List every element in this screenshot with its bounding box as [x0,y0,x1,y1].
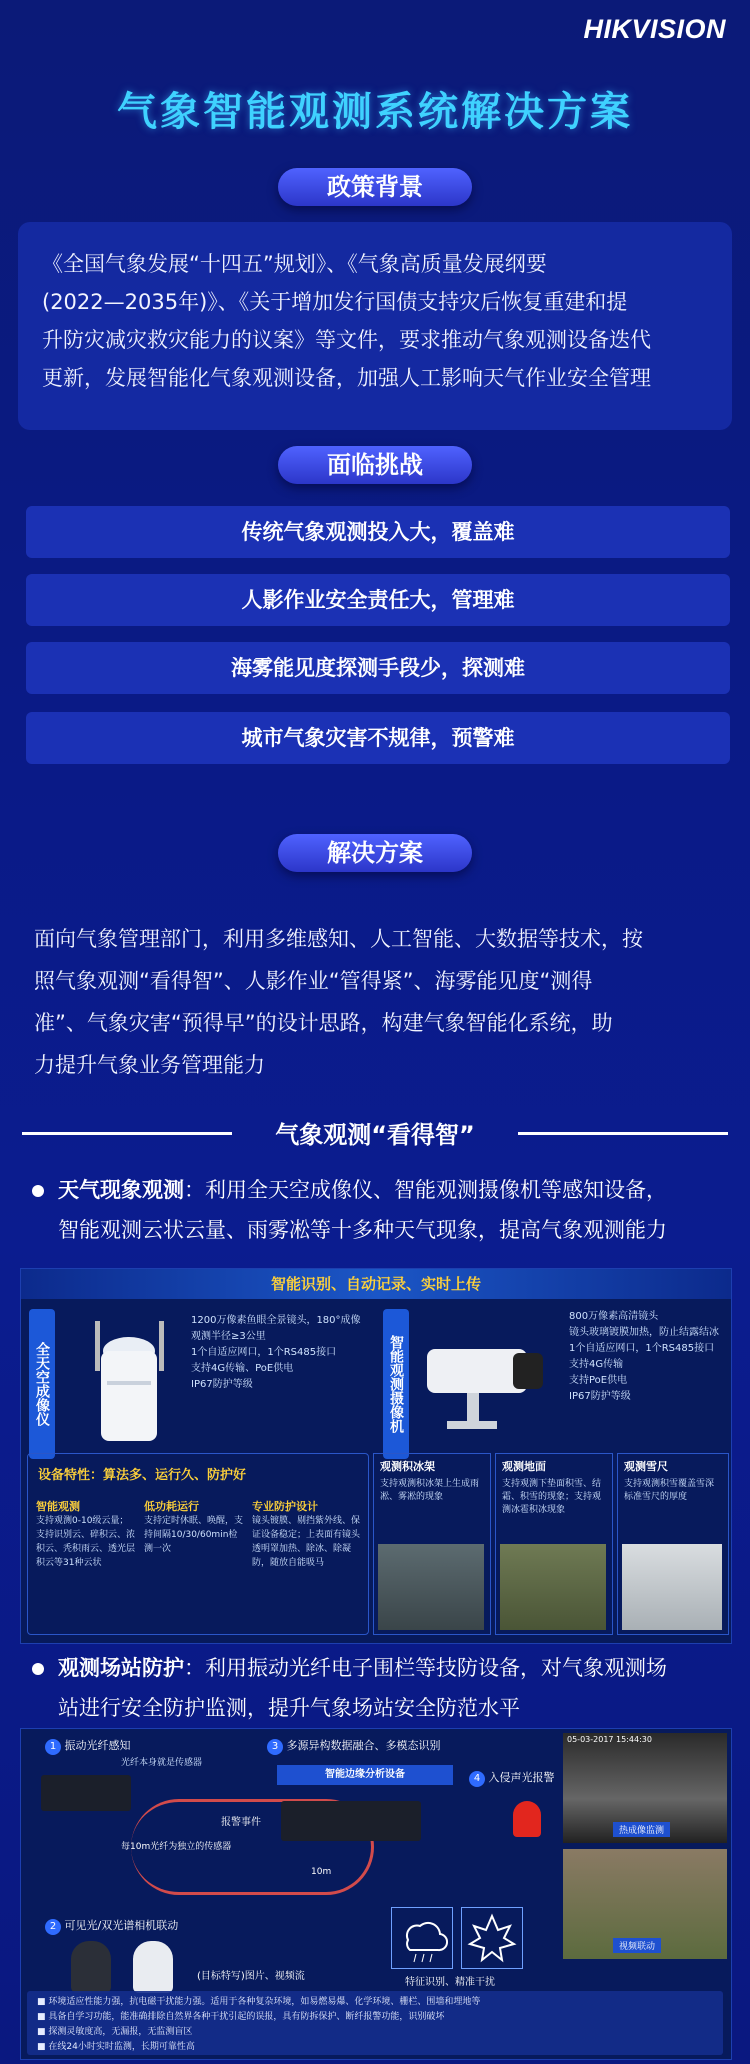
segment-note: 每10m光纤为独立的传感器 [121,1842,232,1852]
feature-name: 低功耗运行 [144,1500,199,1513]
sky-imager-image [67,1311,187,1461]
bullet-dot [32,1663,44,1675]
spec-item: 1个自适应网口，1个RS485接口 [191,1347,337,1358]
obs-photo [378,1544,484,1630]
solution-line: 面向气象管理部门，利用多维感知、人工智能、大数据等技术，按 [34,927,643,951]
obs-photo [622,1544,722,1630]
video-photo [563,1849,727,1959]
obs-title: 观测积冰架 [380,1460,435,1473]
challenge-item: 人影作业安全责任大，管理难 [26,574,730,626]
obs-card [495,1453,613,1635]
policy-line: 升防灾减灾救灾能力的议案》等文件，要求推动气象观测设备迭代 [42,328,651,352]
spec-item: 支持PoE供电 [569,1375,628,1386]
feature-desc: 支持观测0-10级云量；支持识别云、碎积云、浓积云、秃积雨云、透光层积云等31种云状 [36,1516,136,1568]
step-3: 3 多源异构数据融合、多模态识别 [267,1737,441,1755]
bullet-text: ：利用振动光纤电子围栏等技防设备，对气象观测场 [184,1656,667,1680]
features-box [27,1453,369,1635]
solution-heading: 解决方案 [278,834,472,872]
policy-panel [18,222,732,430]
bullet-weather-observation [32,1170,732,1250]
solution-line: 照气象观测“看得智”、人影作业“管得紧”、海雾能见度“测得 [34,969,593,993]
thermal-photo [563,1733,727,1843]
bullet-title: 天气现象观测 [58,1178,184,1202]
alarm-event-label: 报警事件 [221,1817,261,1828]
spec-item: 观测半径≥3公里 [191,1331,266,1342]
distance-label: 10m [311,1867,332,1877]
page-title: 气象智能观测系统解决方案 [117,89,633,135]
bullet-text: ：利用全天空成像仪、智能观测摄像机等感知设备， [184,1178,667,1202]
alarm-light-icon [513,1801,541,1837]
leaf-icon [461,1907,523,1969]
point-text: 环境适应性能力强，抗电磁干扰能力强。适用于各种复杂环境，如易燃易爆、化学环境、栅栏、围墙和埋地等 [48,1997,481,2007]
bullet-text: 智能观测云状云量、雨雾凇等十多种天气现象，提高气象观测能力 [58,1218,667,1242]
step-2: 2 可见光/双光谱相机联动 [45,1917,178,1935]
photo-timestamp: 05-03-2017 15:44:30 [567,1735,652,1744]
obs-title: 观测雪尺 [624,1460,668,1473]
challenges-heading: 面临挑战 [278,446,472,484]
obs-desc: 支持观测积雪覆盖雪深标准雪尺的厚度 [624,1479,715,1502]
edge-device [281,1801,421,1841]
photo-caption: 视频联动 [613,1938,661,1953]
challenge-item: 城市气象灾害不规律，预警难 [26,712,730,764]
features-title: 设备特性：算法多、运行久、防护好 [38,1468,247,1483]
bullet-text: 站进行安全防护监测，提升气象场站安全防范水平 [58,1696,520,1720]
obs-desc: 支持观测下垫面积雪、结霜、积雪的现象；支持观测冰雹积冰现象 [502,1479,602,1515]
feature-name: 专业防护设计 [252,1500,318,1513]
point-item: ■ 具备自学习功能，能准确排除自然界各种干扰引起的误报，具有防拆保护、断纤报警功能，识别破坏 [37,2012,445,2022]
point-text: 探测灵敏度高，无漏报，无监测盲区 [48,2027,193,2037]
feature-desc: 镜头镀膜、剔挡紫外线、保证设备稳定；上表面有镜头透明罩加热、除冰、除凝防，随放自能吸马 [252,1516,361,1568]
bullet-station-protection [32,1648,732,1728]
point-text: 具备自学习功能，能准确排除自然界各种干扰引起的误报，具有防拆保护、断纤报警功能，识别破坏 [48,2012,445,2022]
fiber-host-device [41,1775,131,1811]
feature-name: 智能观测 [36,1500,80,1513]
spec-item: IP67防护等级 [569,1391,631,1402]
obs-card [617,1453,729,1635]
ptz-camera-2 [133,1941,173,1993]
point-item: ■ 在线24小时实时监测，长期可靠性高 [37,2042,195,2052]
point-text: 在线24小时实时监测，长期可靠性高 [48,2042,195,2052]
spec-item: 1200万像素鱼眼全景镜头，180°成像 [191,1315,361,1326]
policy-line: (2022—2035年)》、《关于增加发行国债支持灾后恢复重建和提 [42,290,628,314]
step-label: 振动光纤感知 [64,1739,131,1752]
challenge-item: 海雾能见度探测手段少，探测难 [26,642,730,694]
obs-desc: 支持观测积冰架上生成雨凇、雾凇的现象 [380,1479,480,1502]
obs-title: 观测地面 [502,1460,546,1473]
policy-line: 更新，发展智能化气象观测设备，加强人工影响天气作业安全管理 [42,366,651,390]
feature-label: 特征识别、精准干扰 [405,1977,495,1988]
bottom-points-box [27,1991,723,2055]
challenge-item: 传统气象观测投入大，覆盖难 [26,506,730,558]
device-label-camera: 智能观测摄像机 [383,1309,409,1459]
feature-desc: 支持定时休眠、唤醒，支持间隔10/30/60min检测一次 [144,1516,244,1554]
solution-line: 力提升气象业务管理能力 [34,1053,265,1077]
spec-item: 支持4G传输、PoE供电 [191,1363,294,1374]
camera-image [417,1329,557,1439]
policy-heading: 政策背景 [278,168,472,206]
figure-weather-devices [20,1268,732,1644]
figure-station-protection [20,1728,732,2060]
bullet-dot [32,1185,44,1197]
obs-card [373,1453,491,1635]
video-label: (目标特写)图片、视频流 [197,1971,305,1982]
step-label: 多源异构数据融合、多模态识别 [286,1739,441,1752]
edge-device-title: 智能边缘分析设备 [277,1765,453,1785]
device-label-sky-imager: 全天空成像仪 [29,1309,55,1459]
spec-item: IP67防护等级 [191,1379,253,1390]
step-label: 入侵声光报警 [488,1771,555,1784]
step-1: 1 振动光纤感知 [45,1737,131,1755]
point-item: ■ 环境适应性能力强，抗电磁干扰能力强。适用于各种复杂环境，如易燃易爆、化学环境、栅栏、围墙和埋地等 [37,1997,481,2007]
section-heading: 气象观测“看得智” [275,1121,475,1149]
photo-caption: 热成像监测 [613,1822,670,1837]
step-label: 可见光/双光谱相机联动 [64,1919,179,1932]
spec-item: 1个自适应网口，1个RS485接口 [569,1343,715,1354]
spec-item: 800万像素高清镜头 [569,1311,659,1322]
point-item: ■ 探测灵敏度高，无漏报，无监测盲区 [37,2027,193,2037]
banner-text: 智能识别、自动记录、实时上传 [270,1275,481,1293]
brand-logo: HIKVISION [583,14,726,44]
step-4: 4 入侵声光报警 [469,1769,555,1787]
spec-item: 镜头玻璃镀膜加热，防止结露结冰 [569,1327,719,1338]
rain-icon [391,1907,453,1969]
spec-item: 支持4G传输 [569,1359,624,1370]
figure-banner [21,1269,731,1299]
policy-line: 《全国气象发展“十四五”规划》、《气象高质量发展纲要 [42,252,547,276]
solution-line: 准”、气象灾害“预得早”的设计思路，构建气象智能化系统，助 [34,1011,613,1035]
bullet-title: 观测场站防护 [58,1656,184,1680]
obs-photo [500,1544,606,1630]
fiber-note: 光纤本身就是传感器 [121,1758,203,1768]
ptz-camera-1 [71,1941,111,1993]
